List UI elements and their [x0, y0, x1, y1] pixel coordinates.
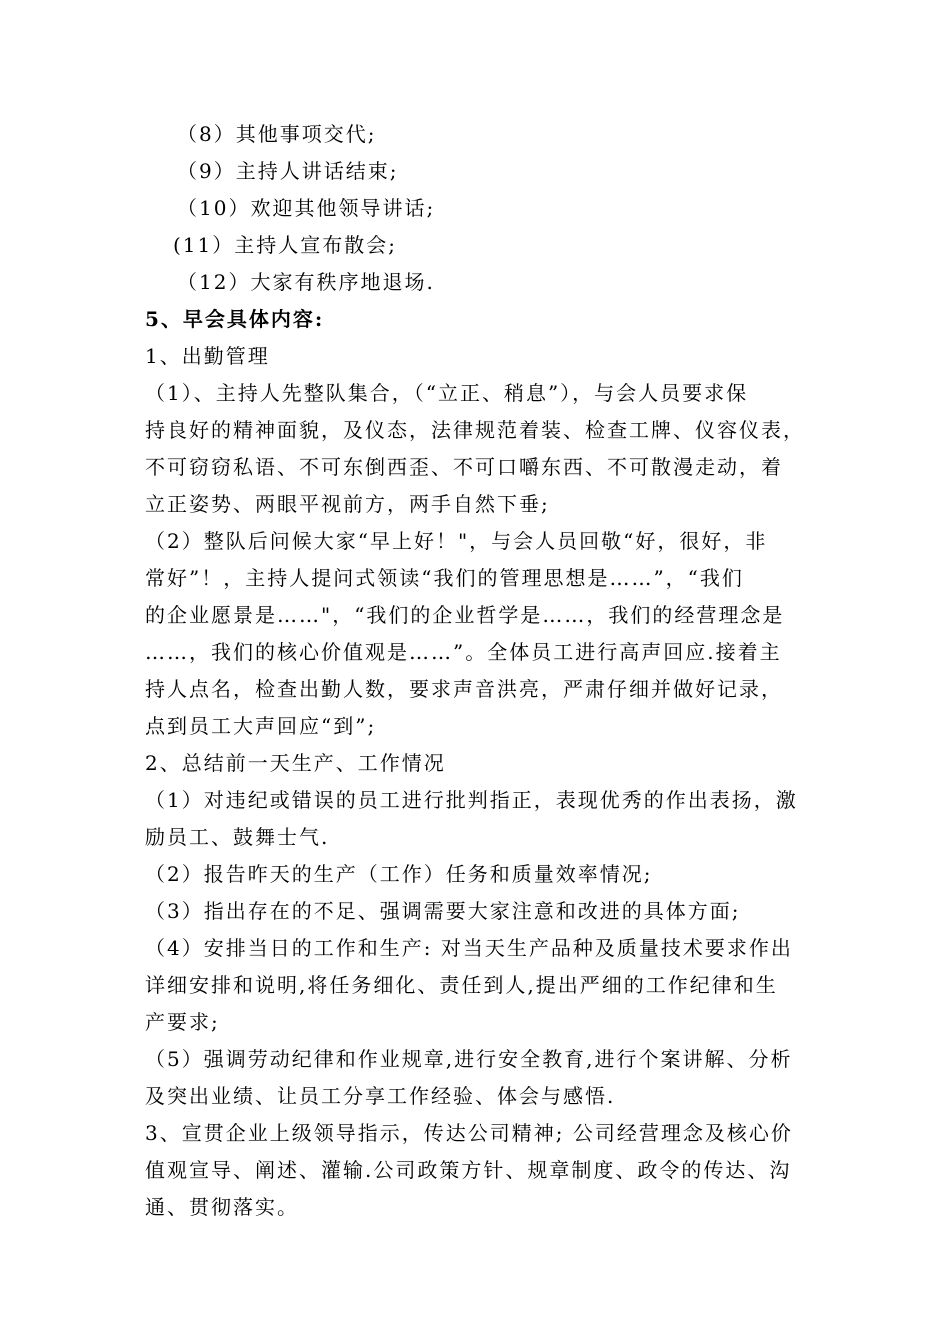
- paragraph-line: ……，我们的核心价值观是……”。全体员工进行高声回应.接着主: [145, 640, 782, 664]
- paragraph-line: 产要求;: [145, 1010, 220, 1034]
- paragraph-line: 常好”！，主持人提问式领读“我们的管理思想是……”，“我们: [145, 566, 744, 590]
- agenda-item-8: （8）其他事项交代;: [177, 122, 377, 146]
- paragraph-line: （4）安排当日的工作和生产: 对当天生产品种及质量技术要求作出: [145, 936, 793, 960]
- paragraph-line: 值观宣导、阐述、灌输.公司政策方针、规章制度、政令的传达、沟: [145, 1158, 792, 1182]
- paragraph-line: 3、宣贯企业上级领导指示，传达公司精神; 公司经营理念及核心价: [145, 1121, 793, 1145]
- paragraph-line: （2）报告昨天的生产（工作）任务和质量效率情况;: [145, 862, 653, 886]
- paragraph-line: 持良好的精神面貌，及仪态，法律规范着装、检查工牌、仪容仪表，: [145, 418, 805, 442]
- subsection-heading: 2、总结前一天生产、工作情况: [145, 751, 446, 775]
- paragraph-line: （5）强调劳动纪律和作业规章,进行安全教育,进行个案讲解、分析: [145, 1047, 793, 1071]
- paragraph-line: （1）对违纪或错误的员工进行批判指正，表现优秀的作出表扬，激: [145, 788, 798, 812]
- agenda-item-9: （9）主持人讲话结束;: [177, 159, 399, 183]
- paragraph-line: 的企业愿景是……"，“我们的企业哲学是……，我们的经营理念是: [145, 603, 785, 627]
- paragraph-line: （1）、主持人先整队集合，（“立正、稍息”），与会人员要求保: [145, 381, 749, 405]
- paragraph-line: 点到员工大声回应“到”;: [145, 714, 377, 738]
- paragraph-line: 详细安排和说明,将任务细化、责任到人,提出严细的工作纪律和生: [145, 973, 778, 997]
- agenda-item-10: （10）欢迎其他领导讲话;: [177, 196, 436, 220]
- agenda-item-12: （12）大家有秩序地退场.: [177, 270, 435, 294]
- paragraph-line: 及突出业绩、让员工分享工作经验、体会与感悟.: [145, 1084, 616, 1108]
- paragraph-line: 通、贯彻落实。: [145, 1195, 299, 1219]
- paragraph-line: （2）整队后问候大家“早上好！"，与会人员回敬“好，很好，非: [145, 529, 768, 553]
- subsection-heading: 1、出勤管理: [145, 344, 270, 368]
- section-heading: 5、早会具体内容:: [145, 307, 325, 331]
- agenda-item-11: (11）主持人宣布散会;: [173, 233, 397, 257]
- paragraph-line: 持人点名，检查出勤人数，要求声音洪亮，严肃仔细并做好记录，: [145, 677, 783, 701]
- paragraph-line: 励员工、鼓舞士气.: [145, 825, 330, 849]
- paragraph-line: 不可窃窃私语、不可东倒西歪、不可口嚼东西、不可散漫走动，着: [145, 455, 783, 479]
- document-body: [145, 116, 810, 1226]
- paragraph-line: 立正姿势、两眼平视前方，两手自然下垂;: [145, 492, 550, 516]
- paragraph-line: （3）指出存在的不足、强调需要大家注意和改进的具体方面;: [145, 899, 741, 923]
